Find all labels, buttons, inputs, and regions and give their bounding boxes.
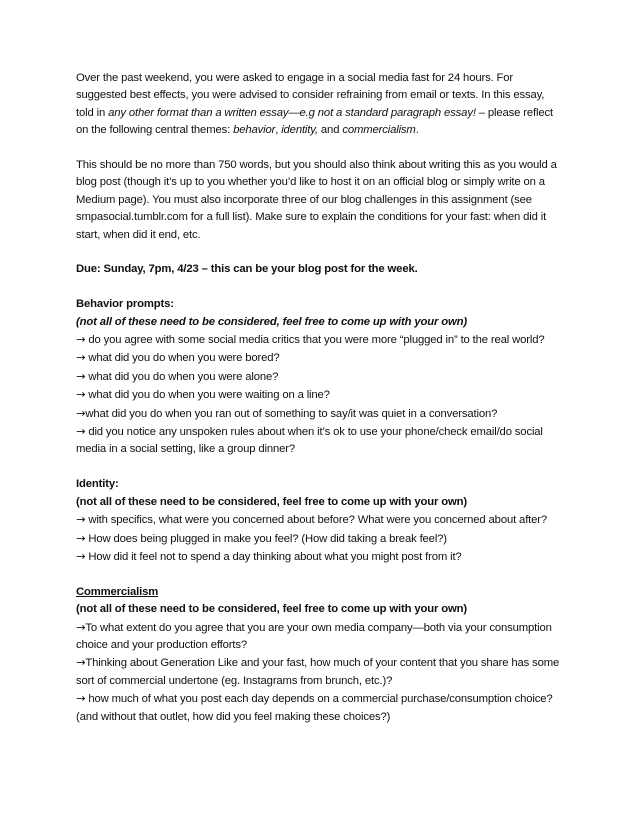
arrow-icon: → <box>76 406 86 420</box>
behavior-prompt-text: what did you do when you were bored? <box>85 352 280 365</box>
intro-text-cont: – please reflect on the following central themes: <box>76 106 554 137</box>
commercialism-prompt-text: To what extent do you agree that you are your own media company—both via your consumption choice and your production efforts? <box>76 621 552 651</box>
intro-comma: , <box>275 124 282 137</box>
arrow-icon: → <box>76 692 86 706</box>
arrow-icon: → <box>76 531 86 545</box>
theme-identity: identity, <box>281 124 318 137</box>
behavior-prompt <box>76 349 562 367</box>
behavior-prompt <box>76 331 562 349</box>
commercialism-prompt <box>76 619 562 655</box>
intro-text: Over the past weekend, you were asked to engage in a social media fast for 24 hours. For suggested best effects, you were advised to consider refraining from email or texts. In this essay, told in <box>76 72 545 119</box>
intro-paragraph <box>76 70 562 140</box>
behavior-prompt <box>76 405 562 423</box>
identity-note: (not all of these need to be considered, feel free to come up with your own) <box>76 495 467 508</box>
arrow-icon: → <box>76 369 86 383</box>
behavior-prompt-text: what did you do when you were alone? <box>85 370 279 383</box>
identity-prompt-text: How did it feel not to spend a day thinking about what you might post from it? <box>85 550 462 563</box>
behavior-prompt-text: what did you do when you ran out of something to say/it was quiet in a conversation? <box>85 407 498 420</box>
behavior-prompt-text: do you agree with some social media critics that you were more “plugged in” to the real world? <box>85 334 545 347</box>
commercialism-prompt <box>76 654 562 690</box>
identity-prompt-text: How does being plugged in make you feel? (How did taking a break feel?) <box>85 532 447 545</box>
behavior-heading: Behavior prompts: <box>76 298 174 311</box>
identity-prompt <box>76 511 562 529</box>
commercialism-prompt-text: how much of what you post each day depends on a commercial purchase/consumption choice? (and without that outlet, how did you feel making these choices?) <box>76 693 553 723</box>
instructions-paragraph: This should be no more than 750 words, but you should also think about writing this as you would a blog post (though it’s up to you whether you’d like to host it on an official blog or simply write on a Medium page). You must also incorporate three of our blog challenges in this assignment (see smpasocial.tumblr.com for a full list). Make sure to explain the conditions for your fast: when did it start, when did it end, etc. <box>76 159 557 241</box>
commercialism-heading: Commercialism <box>76 585 159 598</box>
intro-period: . <box>415 124 419 137</box>
commercialism-prompt-text: Thinking about Generation Like and your fast, how much of your content that you share has some sort of commercial undertone (eg. Instagrams from brunch, etc.)? <box>76 657 560 687</box>
commercialism-prompt <box>76 690 562 726</box>
identity-prompt <box>76 530 562 548</box>
identity-prompt <box>76 548 562 566</box>
intro-and: and <box>317 124 343 137</box>
arrow-icon: → <box>76 549 86 563</box>
theme-commercialism: commercialism <box>342 124 416 137</box>
behavior-prompt <box>76 368 562 386</box>
behavior-prompt <box>76 386 562 404</box>
behavior-note: (not all of these need to be considered, feel free to come up with your own) <box>76 315 467 328</box>
arrow-icon: → <box>76 333 86 347</box>
identity-heading: Identity: <box>76 478 119 491</box>
arrow-icon: → <box>76 425 86 439</box>
behavior-prompt-text: what did you do when you were waiting on a line? <box>85 389 330 402</box>
intro-italic-text: any other format than a written essay—e.g not a standard paragraph essay! <box>108 106 476 119</box>
arrow-icon: → <box>76 388 86 402</box>
arrow-icon: → <box>76 656 86 670</box>
arrow-icon: → <box>76 620 86 634</box>
document-body <box>76 70 562 726</box>
theme-behavior: behavior <box>233 124 276 137</box>
behavior-prompt <box>76 423 562 459</box>
commercialism-note: (not all of these need to be considered, feel free to come up with your own) <box>76 603 467 616</box>
arrow-icon: → <box>76 513 86 527</box>
behavior-prompt-text: did you notice any unspoken rules about when it’s ok to use your phone/check email/do social media in a social setting, like a group dinner? <box>76 426 543 456</box>
arrow-icon: → <box>76 351 86 365</box>
due-date: Due: Sunday, 7pm, 4/23 – this can be your blog post for the week. <box>76 263 418 276</box>
identity-prompt-text: with specifics, what were you concerned about before? What were you concerned about after? <box>85 514 548 527</box>
